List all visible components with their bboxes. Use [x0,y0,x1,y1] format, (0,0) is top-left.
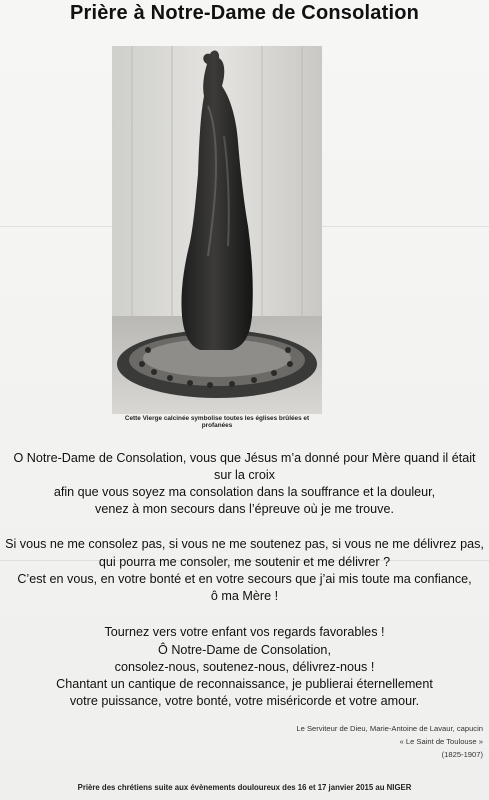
burned-virgin-statue-image [112,46,322,414]
prayer-line: ô ma Mère ! [210,589,279,603]
prayer-line: Si vous ne me consolez pas, si vous ne me soutenez pas, si vous ne me délivrez pas, [5,537,484,551]
prayer-line: votre puissance, votre bonté, votre miséricorde et votre amour. [69,694,420,708]
prayer-line: C’est en vous, en votre bonté et en votre secours que j’ai mis toute ma confiance, [17,572,472,586]
prayer-line: Ô Notre-Dame de Consolation, [158,643,331,657]
signature-nickname: « Le Saint de Toulouse » [399,737,483,746]
photo-caption: Cette Vierge calcinée symbolise toutes les églises brûlées et profanées [124,415,310,429]
signature-dates: (1825-1907) [441,750,483,759]
footer-note: Prière des chrétiens suite aux évènements douloureux des 16 et 17 janvier 2015 au NIGER [77,783,412,792]
prayer-line: afin que vous soyez ma consolation dans la souffrance et la douleur, [53,485,436,499]
statue-photo [112,46,322,414]
prayer-line: venez à mon secours dans l’épreuve où je me trouve. [95,502,394,516]
prayer-line: Tournez vers votre enfant vos regards favorables ! [104,625,385,639]
prayer-line: O Notre-Dame de Consolation, vous que Jésus m’a donné pour Mère quand il était [13,451,476,465]
prayer-line: Chantant un cantique de reconnaissance, je publierai éternellement [56,677,433,691]
prayer-line: sur la croix [214,468,275,482]
page-title: Prière à Notre-Dame de Consolation [69,2,420,24]
prayer-line: qui pourra me consoler, me soutenir et me délivrer ? [98,555,391,569]
signature-author: Le Serviteur de Dieu, Marie-Antoine de Lavaur, capucin [296,724,483,733]
prayer-line: consolez-nous, soutenez-nous, délivrez-nous ! [114,660,375,674]
